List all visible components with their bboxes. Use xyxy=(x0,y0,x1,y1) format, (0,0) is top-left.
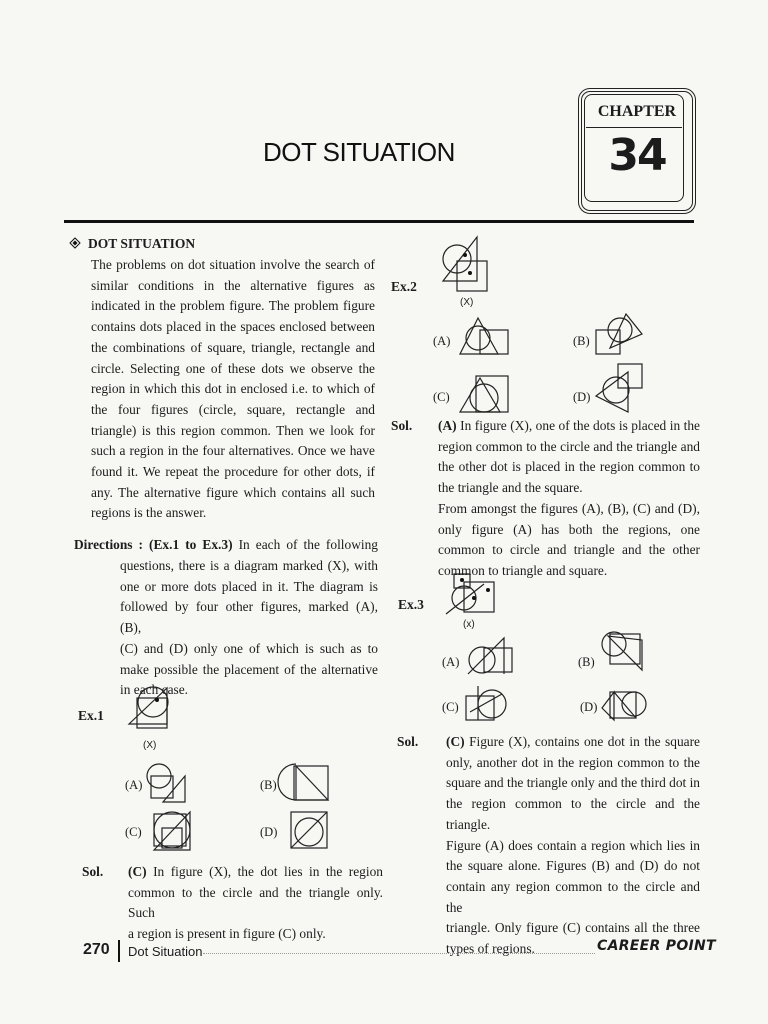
ex2-option-d-figure xyxy=(594,362,646,414)
ex1-option-a-label: (A) xyxy=(125,778,143,792)
intro-line: The problems on dot situation involve the search of xyxy=(91,257,375,272)
ex3-option-c-figure xyxy=(462,684,516,724)
solution-line: a region is present in figure (C) only. xyxy=(128,926,326,942)
ex3-option-d-figure xyxy=(600,684,650,724)
diamond-bullet-icon xyxy=(70,237,80,249)
solution-line: Figure (X), contains one dot in the square xyxy=(469,734,700,749)
solution-line: In figure (X), the dot lies in the region xyxy=(153,864,383,879)
solution-line: the region common to the circle and the triangle. xyxy=(446,796,700,832)
solution-line: common to triangle and square. xyxy=(438,562,608,578)
ex3-label: Ex.3 xyxy=(398,597,424,612)
solution-line: triangle. Only figure (C) contains all the three xyxy=(446,920,700,936)
ex2-option-a-label: (A) xyxy=(433,334,451,348)
ex3-solution xyxy=(446,732,700,960)
chapter-number: 34 xyxy=(608,130,666,181)
ex2-x-caption: (X) xyxy=(460,297,474,308)
ex2-option-c-figure xyxy=(458,372,512,416)
chapter-separator xyxy=(586,127,682,128)
solution-line: only, another dot in the region common to the xyxy=(446,754,700,770)
ex3-figure-x xyxy=(444,570,498,618)
ex2-figure-x xyxy=(437,235,489,295)
intro-line: indicated in the problem figure. The problem figure xyxy=(91,298,375,314)
footer-section: Dot Situation xyxy=(128,944,203,959)
intro-line: circle. Selecting one of these dots we observe the xyxy=(91,360,375,376)
ex2-label: Ex.2 xyxy=(391,279,417,294)
intro-line: similar conditions in the alternative figures as xyxy=(91,277,375,293)
ex2-solution xyxy=(438,416,700,582)
intro-line: region in which this dot in enclosed i.e. to which of xyxy=(91,381,375,397)
ex3-option-d-label: (D) xyxy=(580,700,598,714)
directions-line: in each case. xyxy=(120,682,189,698)
section-heading xyxy=(70,236,195,252)
directions-line: followed by four other figures, marked (A), (B), xyxy=(120,599,378,636)
directions-line: one or more dots placed in it. The diagram is xyxy=(120,578,378,594)
ex2-sol-label: Sol. xyxy=(391,418,413,433)
solution-line: common to the circle and the triangle only. Such xyxy=(128,884,383,921)
solution-line: contain any region common to the circle and the xyxy=(446,878,700,915)
ex2-option-a-figure xyxy=(458,316,512,358)
section-heading-text: DOT SITUATION xyxy=(88,236,196,251)
ex2-option-d-label: (D) xyxy=(573,390,591,404)
solution-line: only figure (A) has both the regions, one xyxy=(438,521,700,537)
chapter-title: DOT SITUATION xyxy=(263,137,455,167)
intro-line: found it. We repeat the procedure for other dots, if xyxy=(91,464,375,480)
intro-line: regions is the answer. xyxy=(91,505,207,521)
directions-body xyxy=(120,556,378,701)
directions-line: make possible the placement of the alternative xyxy=(120,661,378,677)
ex1-option-b-figure xyxy=(282,760,332,806)
ex1-option-a-figure xyxy=(145,762,190,807)
intro-line: contains dots placed in the spaces enclosed between xyxy=(91,319,375,335)
intro-line: triangle) is this region common. Then we look for xyxy=(91,422,375,438)
solution-line: the square alone. Figures (B) and (D) do not xyxy=(446,858,700,874)
ex1-option-d-figure xyxy=(287,808,333,854)
ex3-option-c-label: (C) xyxy=(442,700,459,714)
directions-line: In each of the following xyxy=(238,537,378,552)
ex1-option-d-label: (D) xyxy=(260,825,278,839)
ex1-option-b-label: (B) xyxy=(260,778,277,792)
page-number: 270 xyxy=(83,941,110,958)
ex1-figure-x xyxy=(125,684,175,736)
intro-line: such a region in the four alternatives. Once we have xyxy=(91,443,375,459)
solution-line: In figure (X), one of the dots is placed in the xyxy=(460,418,701,433)
footer-divider xyxy=(118,940,120,962)
intro-line: the combinations of square, triangle, rectangle and xyxy=(91,339,375,355)
intro-paragraph xyxy=(91,255,375,524)
ex3-option-a-label: (A) xyxy=(442,655,460,669)
directions-block xyxy=(74,535,378,556)
ex2-option-b-label: (B) xyxy=(573,334,590,348)
intro-line: the four figures (circle, square, rectangle and xyxy=(91,401,375,417)
solution-line: Figure (A) does contain a region which lies in xyxy=(446,837,700,853)
ex2-option-b-figure xyxy=(594,310,646,358)
brand-logo: CAREER POINT xyxy=(597,938,716,954)
solution-line: region common to the circle and the triangle and xyxy=(438,438,700,454)
header-rule xyxy=(64,220,694,223)
directions-line: (C) and (D) only one of which is such as to xyxy=(120,640,378,656)
ex2-answer: (A) xyxy=(438,418,457,433)
intro-line: any. The alternative figure which contains all such xyxy=(91,484,375,500)
ex1-x-caption: (X) xyxy=(143,740,157,751)
ex1-label: Ex.1 xyxy=(78,708,104,723)
ex1-answer: (C) xyxy=(128,864,147,879)
solution-line: the triangle and the square. xyxy=(438,480,583,496)
solution-line: From amongst the figures (A), (B), (C) and (D), xyxy=(438,500,700,516)
ex3-option-b-label: (B) xyxy=(578,655,595,669)
ex3-sol-label: Sol. xyxy=(397,734,419,749)
ex3-option-b-figure xyxy=(598,630,646,678)
solution-line: square and the triangle only and the third dot in xyxy=(446,775,700,791)
chapter-label: CHAPTER xyxy=(597,103,677,120)
ex3-answer: (C) xyxy=(446,734,465,749)
solution-line: the other dot is placed in the region common to xyxy=(438,459,700,475)
ex3-option-a-figure xyxy=(464,634,516,678)
ex3-x-caption: (x) xyxy=(463,619,475,630)
ex2-option-c-label: (C) xyxy=(433,390,450,404)
ex1-solution xyxy=(128,862,383,945)
solution-line: types of regions. xyxy=(446,941,535,957)
ex1-option-c-figure xyxy=(148,806,196,854)
ex1-option-c-label: (C) xyxy=(125,825,142,839)
directions-label: Directions : (Ex.1 to Ex.3) xyxy=(74,537,233,552)
footer-leader-line xyxy=(203,953,595,954)
solution-line: common to circle and triangle and the other xyxy=(438,542,700,558)
ex1-sol-label: Sol. xyxy=(82,864,104,879)
directions-line: questions, there is a diagram marked (X), with xyxy=(120,558,378,573)
